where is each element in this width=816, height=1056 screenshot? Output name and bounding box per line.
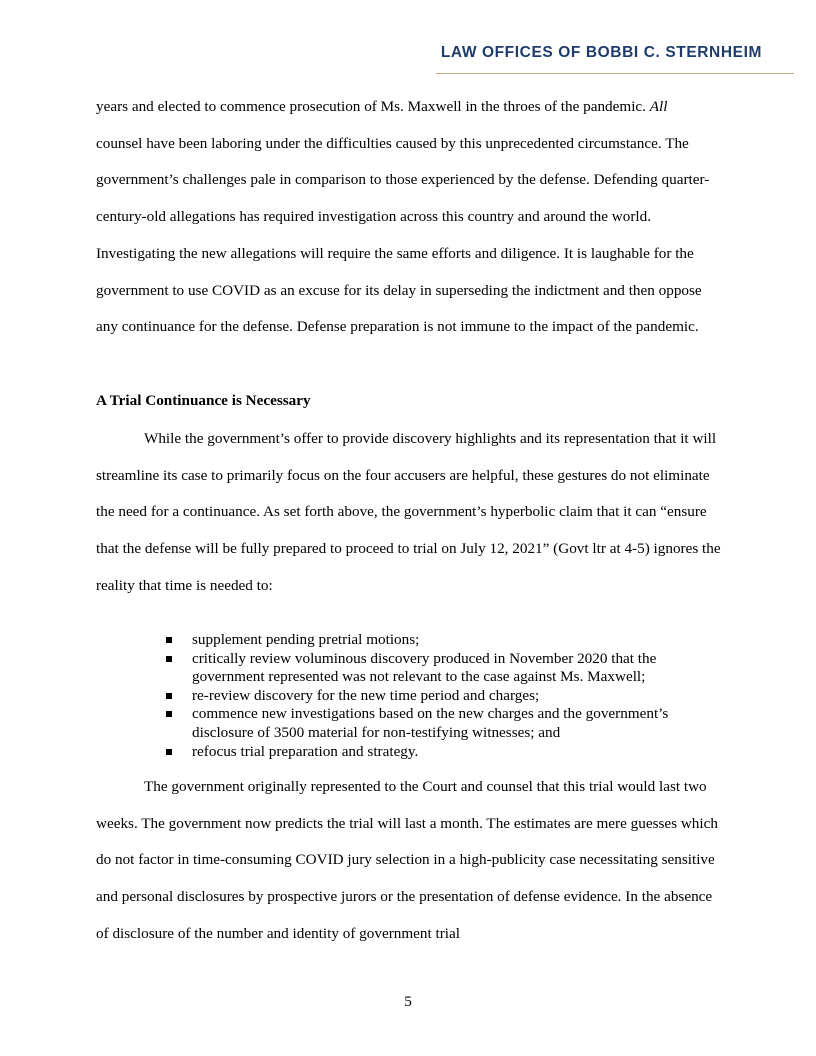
paragraph-1-italic: All (649, 98, 668, 115)
paragraph-1 (96, 89, 721, 346)
bullet-icon (166, 637, 172, 643)
bullet-icon (166, 749, 172, 755)
list-item-text: commence new investigations based on the new charges and the government’s disclosure of 3500 material for non-testifying witnesses; and (192, 705, 669, 741)
bullet-icon (166, 711, 172, 717)
list-item (166, 650, 726, 687)
paragraph-3-text: The government originally represented to the Court and counsel that this trial would last two weeks. The government now predicts the trial will last a month. The estimates are mere guesses which do not factor in time-consuming COVID jury selection in a high-publicity case necessitating sensitive and personal disclosures by prospective jurors or the presentation of defense evidence. In the absence of disclosure of the number and identity of government trial (96, 778, 718, 942)
bullet-icon (166, 693, 172, 699)
list-item-text: re-review discovery for the new time period and charges; (192, 686, 540, 704)
list-item (166, 743, 726, 762)
page-number: 5 (404, 993, 412, 1010)
list-item (166, 631, 726, 650)
paragraph-1-rest: counsel have been laboring under the difficulties caused by this unprecedented circumstance. The government’s challenges pale in comparison to those experienced by the defense. Defending quarter-century-old allegations has required investigation across this country and around the world. Investigating the new allegations will require the same efforts and diligence. It is laughable for the government to use COVID as an excuse for its delay in superseding the indictment and then oppose any continuance for the defense. Defense preparation is not immune to the impact of the pandemic. (96, 134, 710, 336)
paragraph-2 (96, 421, 721, 605)
list-item-text: refocus trial preparation and strategy. (192, 742, 419, 760)
paragraph-3 (96, 769, 721, 953)
bullet-icon (166, 656, 172, 662)
needs-list (166, 631, 726, 761)
list-item-text: critically review voluminous discovery produced in November 2020 that the government represented was not relevant to the case against Ms. Maxwell; (192, 649, 657, 686)
list-item-text: supplement pending pretrial motions; (192, 631, 420, 648)
list-item (166, 687, 726, 706)
paragraph-1-text (96, 89, 721, 346)
letterhead-firm-name: LAW OFFICES OF BOBBI C. STERNHEIM (440, 44, 762, 61)
paragraph-1-lead: years and elected to commence prosecution of Ms. Maxwell in the throes of the pandemic. (96, 98, 650, 115)
paragraph-2-text: While the government’s offer to provide discovery highlights and its representation that it will streamline its case to primarily focus on the four accusers are helpful, these gestures do not eliminate the need for a continuance. As set forth above, the government’s hyperbolic claim that it can “ensure that the defense will be fully prepared to proceed to trial on July 12, 2021” (Govt ltr at 4-5) ignores the reality that time is needed to: (96, 430, 721, 594)
letterhead-rule (436, 73, 794, 74)
list-item (166, 705, 726, 742)
section-heading: A Trial Continuance is Necessary (96, 392, 311, 409)
